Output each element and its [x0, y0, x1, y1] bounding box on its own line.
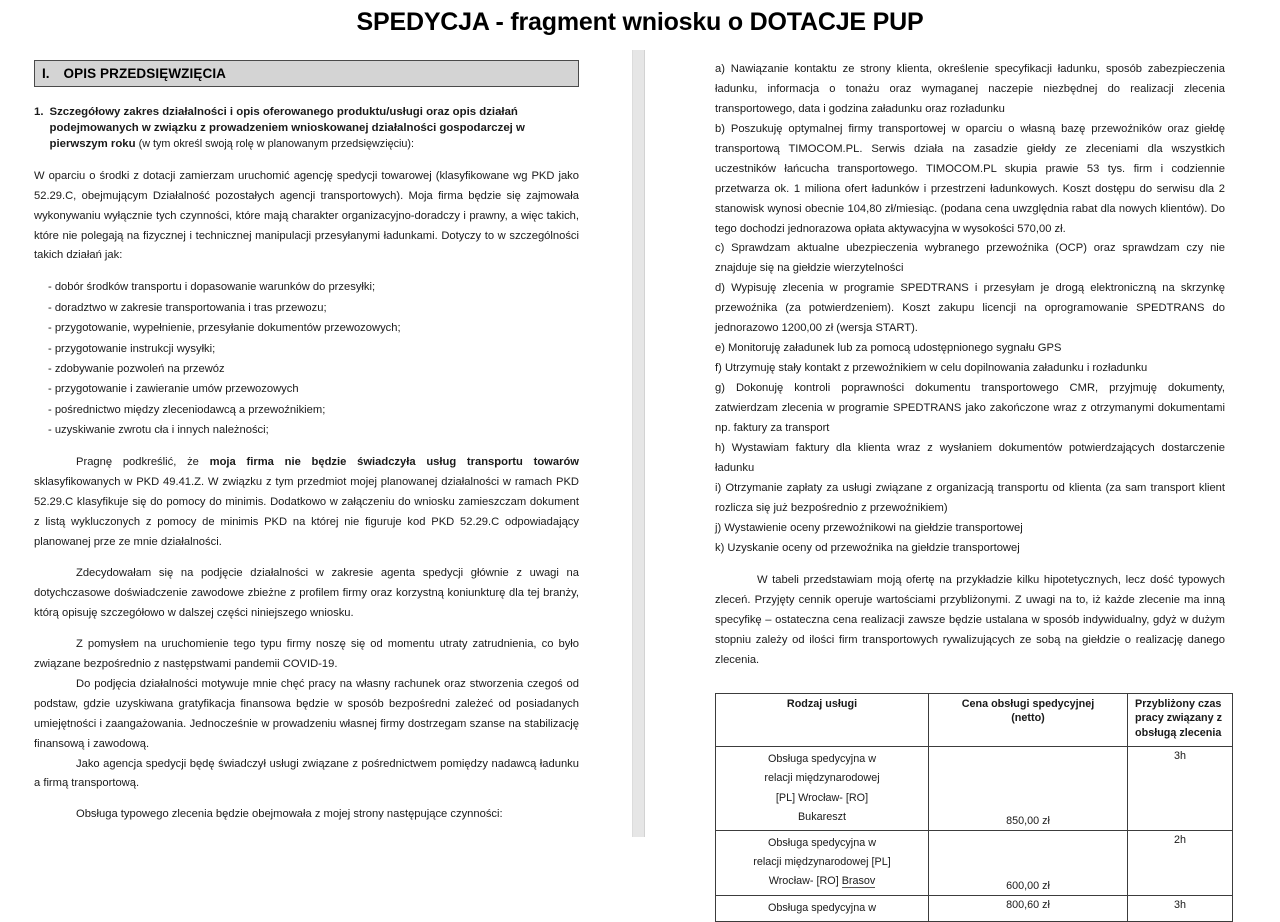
table-header-row: [716, 694, 1233, 747]
process-step-h: h) Wystawiam faktury dla klienta wraz z wysłaniem dokumentów potwierdzających dostarczenie ładunku: [715, 441, 1225, 474]
table-cell-price: 800,60 zł: [929, 895, 1128, 921]
service-line: Obsługa spedycyjna w: [767, 753, 877, 766]
offer-price-table: [715, 693, 1233, 922]
service-line: [PL] Wrocław- [RO]: [775, 791, 869, 804]
table-cell-service: Obsługa spedycyjna w: [716, 895, 929, 921]
list-item: - pośrednictwo między zleceniodawcą a przewoźnikiem;: [48, 403, 326, 416]
table-row: [716, 747, 1233, 831]
section-title: OPIS PRZEDSIĘWZIĘCIA: [63, 66, 227, 81]
process-step-b: b) Poszukuję optymalnej firmy transportowej w oparciu o własną bazę przewoźników oraz giełdę transportową TIMOCOM.PL. Serwis działa na zasadzie giełdy ze zleceniami dla wszystkich uczestników łańcucha transportowego. TIMOCOM.PL skupia prawie 53 tys. firm i codziennie przetwarza ok. 1 miliona ofert ładunków i przestrzeni ładunkowych. Koszt dostępu do serwisu dla 2 stanowisk wynosi obecnie 104,80 zł/miesiąc. (podana cena uwzględnia rabat dla nowych klientów). Do tego dochodzi jednorazowa opłata aktywacyjna w wysokości 570,00 zł.: [715, 122, 1225, 235]
question-1: [34, 104, 579, 153]
table-cell-time: 3h: [1128, 895, 1233, 921]
process-step-g: g) Dokonuję kontroli poprawności dokumentu transportowego CMR, przyjmuję dokumenty, zatwierdzam zlecenia w programie SPEDTRANS jako zakończone wraz z otrzymanymi dokumentami np. faktury za transport: [715, 382, 1225, 434]
table-cell-time: 3h: [1128, 747, 1233, 831]
page-title: SPEDYCJA - fragment wniosku o DOTACJE PUP: [356, 8, 924, 36]
list-item: - uzyskiwanie zwrotu cła i innych należności;: [48, 424, 269, 437]
table-header-price-line2: (netto): [1011, 712, 1045, 725]
process-step-j: j) Wystawienie oceny przewoźnikowi na giełdzie transportowej: [715, 521, 1023, 534]
paragraph-pkd: [34, 453, 579, 553]
process-step-i: i) Otrzymanie zapłaty za usługi związane z organizacją transportu od klienta (za sam transport klient rozlicza się już bezpośrednio z przewoźnikiem): [715, 481, 1225, 514]
table-header-time: Przybliżony czas pracy związany z obsługą zlecenia: [1128, 694, 1233, 747]
section-number: I.: [42, 66, 50, 81]
right-column: [715, 60, 1225, 922]
table-row: [716, 830, 1233, 895]
service-line: relacji międzynarodowej: [764, 772, 880, 785]
table-cell-service: [716, 830, 929, 895]
process-step-e: e) Monitoruję załadunek lub za pomocą udostępnionego sygnału GPS: [715, 342, 1062, 355]
list-item: - przygotowanie, wypełnienie, przesyłanie dokumentów przewozowych;: [48, 322, 401, 335]
table-row: [716, 895, 1233, 921]
process-step-f: f) Utrzymuję stały kontakt z przewoźnikiem w celu dopilnowania załadunku i rozładunku: [715, 362, 1148, 375]
list-item: - przygotowanie i zawieranie umów przewozowych: [48, 383, 299, 396]
paragraph-decision: Zdecydowałam się na podjęcie działalności w zakresie agenta spedycji głównie z uwagi na dotychczasowe doświadczenie zawodowe zbieżne z profilem firmy oraz korzystną koniunkturę dla tej branży, którą opisuję szczegółowo w dalszej części niniejszego wniosku.: [34, 567, 579, 619]
list-item: - zdobywanie pozwoleń na przewóz: [48, 362, 225, 375]
process-steps-list: [715, 60, 1225, 558]
column-divider: [632, 50, 645, 837]
service-line: Obsługa spedycyjna w: [767, 836, 877, 849]
paragraph-idea: Z pomysłem na uruchomienie tego typu firmy noszę się od momentu utraty zatrudnienia, co było związane bezpośrednio z następstwami pandemii COVID-19.: [34, 637, 579, 670]
table-cell-time: 2h: [1128, 830, 1233, 895]
question-number: 1.: [34, 106, 44, 118]
pkd-text-bold: moja firma nie będzie świadczyła usług transportu towarów: [209, 456, 579, 469]
process-step-d: d) Wypisuję zlecenia w programie SPEDTRANS i przesyłam je drogą elektroniczną na skrzynkę przewoźnika (za potwierdzeniem). Koszt zakupu licencji na oprogramowanie SPEDTRANS do jednorazowo 1200,00 zł (wersja START).: [715, 282, 1225, 335]
section-header-opis-przedsiewziecia: [34, 60, 579, 87]
table-header-service: Rodzaj usługi: [716, 694, 929, 747]
service-line: Bukareszt: [797, 810, 846, 823]
spellcheck-underlined-word: Brasov: [841, 875, 876, 888]
list-item: - przygotowanie instrukcji wysyłki;: [48, 342, 216, 355]
table-cell-price: 850,00 zł: [929, 747, 1128, 831]
process-step-k: k) Uzyskanie oceny od przewoźnika na giełdzie transportowej: [715, 541, 1020, 554]
list-item: - doradztwo w zakresie transportowania i tras przewozu;: [48, 301, 327, 314]
intro-paragraph: W oparciu o środki z dotacji zamierzam uruchomić agencję spedycji towarowej (klasyfikowane wg PKD jako 52.29.C, obejmującym Działalność pozostałych agencji transportowych). Moja firma będzie się zajmowała wykonywaniu wyłącznie tych czynności, które mają charakter organizacyjno-doradczy i prawny, a więc takich, które nie polegają na fizycznej i technicznej manipulacji przesyłanymi ładunkami. Dotyczy to w szczególności takich działań jak:: [34, 169, 579, 262]
service-line: relacji międzynarodowej [PL]: [753, 856, 891, 869]
list-item: - dobór środków transportu i dopasowanie warunków do przesyłki;: [48, 281, 376, 294]
pkd-text-post: sklasyfikowanych w PKD 49.41.Z. W związku z tym przedmiot mojej planowanej działalności w ramach PKD 52.29.C klasyfikuje się do pomocy do minimis. Dodatkowo w załączeniu do wniosku zamieszczam dokument z listą wykluczonych z pomocy de minimis PKD na której nie figuruje kod PKD 52.29.C odpowiadający planowanej prze ze mnie działalności.: [34, 476, 579, 549]
table-header-price-line1: Cena obsługi spedycyjnej: [961, 698, 1095, 711]
process-step-a: a) Nawiązanie kontaktu ze strony klienta, określenie specyfikacji ładunku, sposób zabezpieczenia ładunku, informacja o tonażu oraz wymaganej naczepie niezbędnej do realizacji zlecenia transportowego, data i godzina załadunku oraz rozładunku: [715, 63, 1225, 115]
table-cell-price: 600,00 zł: [929, 830, 1128, 895]
activities-list: [34, 277, 579, 440]
left-column: [34, 60, 579, 836]
question-plain-text: (w tym określ swoją rolę w planowanym przedsięwzięciu):: [135, 138, 415, 151]
process-step-c: c) Sprawdzam aktualne ubezpieczenia wybranego przewoźnika (OCP) oraz sprawdzam czy nie znajduje się na giełdzie wierzytelności: [715, 242, 1225, 275]
table-header-price: [929, 694, 1128, 747]
paragraph-table-intro: W tabeli przedstawiam moją ofertę na przykładzie kilku hipotetycznych, lecz dość typowych zleceń. Przyjęty cennik operuje wartościami przybliżonymi. Z uwagi na to, iż każde zlecenie ma inną specyfikę – ostateczna cena realizacji zawsze będzie ustalana w sposób indywidualny, gdyż w dużym stopniu zależy od ilości firm transportowych rywalizujących ze sobą na giełdzie o realizację danego zlecenia.: [715, 574, 1225, 667]
paragraph-agency: Jako agencja spedycji będę świadczył usługi związane z pośrednictwem pomiędzy nadawcą ładunku a firmą transportową.: [34, 757, 579, 790]
question-body: [50, 104, 580, 153]
paragraph-motivation: Do podjęcia działalności motywuje mnie chęć pracy na własny rachunek oraz stworzenia czegoś od podstaw, gdzie uzyskiwana gratyfikacja finansowa będzie w sposób bezpośredni zależeć od posiadanych umiejętności i zaangażowania. Jednocześnie w prowadzeniu własnej firmy dostrzegam szanse na stabilizację finansową i zawodową.: [34, 677, 579, 750]
table-cell-service: [716, 747, 929, 831]
service-line: Wrocław- [RO] Brasov: [768, 875, 876, 888]
question-bold-text: Szczegółowy zakres działalności i opis oferowanego produktu/usługi oraz opis działań podejmowanych w związku z prowadzeniem wnioskowanej działalności gospodarczej w pierwszym roku: [49, 106, 525, 151]
paragraph-typical-order: Obsługa typowego zlecenia będzie obejmowała z mojej strony następujące czynności:: [76, 808, 503, 821]
pkd-text-pre: Pragnę podkreślić, że: [76, 456, 210, 469]
